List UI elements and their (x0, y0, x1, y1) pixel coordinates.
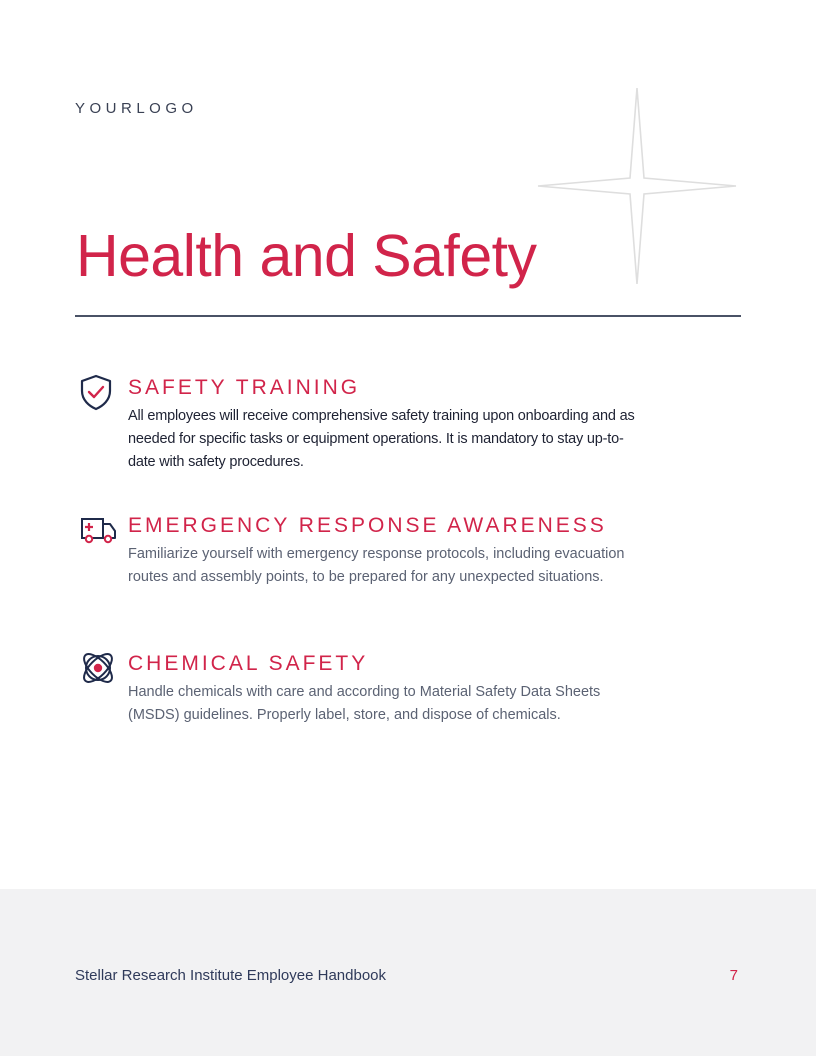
star-decoration-icon (536, 86, 738, 286)
footer-document-name: Stellar Research Institute Employee Handbook (75, 967, 387, 984)
atom-icon (78, 648, 118, 688)
page-title: Health and Safety (76, 223, 537, 289)
shield-check-icon (78, 372, 118, 412)
page-number: 7 (729, 967, 738, 984)
section-heading: CHEMICAL SAFETY (128, 652, 369, 675)
section-heading: EMERGENCY RESPONSE AWARENESS (128, 514, 607, 537)
ambulance-icon (78, 510, 118, 550)
section-body: Familiarize yourself with emergency response protocols, including evacuation routes and assembly points, to be prepared for any unexpected situations. (128, 546, 625, 585)
title-divider (75, 315, 741, 317)
logo: YOURLOGO (75, 100, 198, 117)
section-body: Handle chemicals with care and according to Material Safety Data Sheets (MSDS) guidelines. Properly label, store, and dispose of chemicals. (128, 684, 601, 723)
section-body: All employees will receive comprehensive safety training upon onboarding and as needed for specific tasks or equipment operations. It is mandatory to stay up-to-date with safety procedures. (128, 408, 635, 470)
page-footer (0, 889, 816, 1056)
section-heading: SAFETY TRAINING (128, 376, 361, 399)
